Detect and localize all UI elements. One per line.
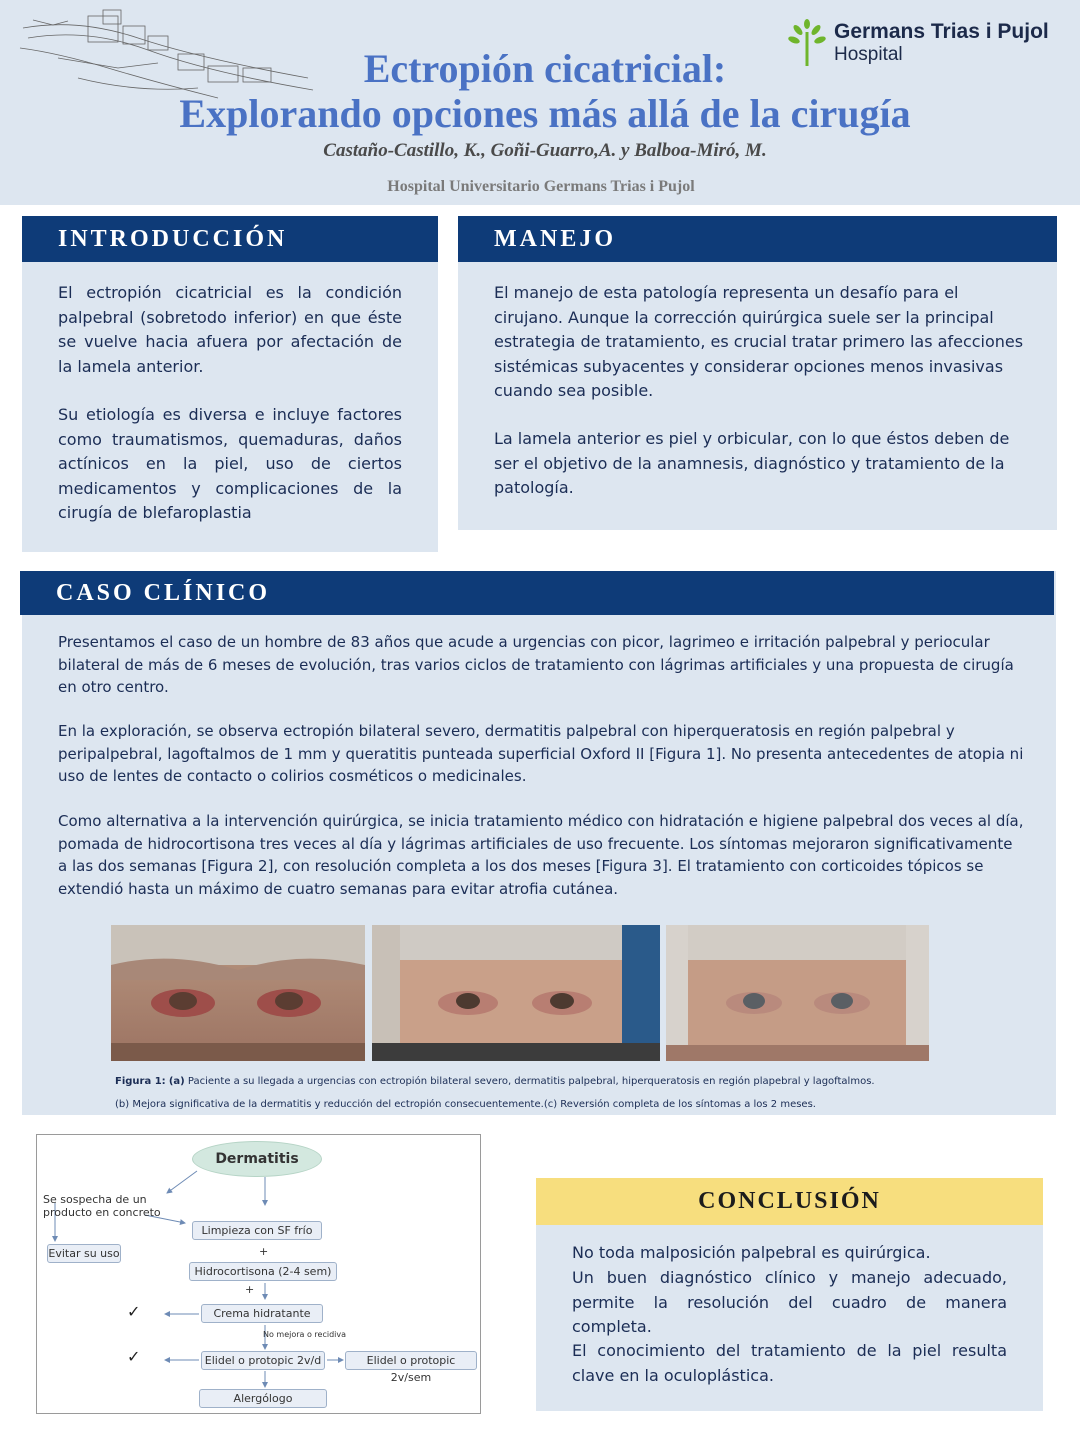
poster-header	[0, 0, 1080, 205]
conclusion-line-1: No toda malposición palpebral es quirúrgica.	[572, 1243, 931, 1262]
poster-title-line2: Explorando opciones más allá de la cirugía	[179, 91, 911, 136]
figure-caption-1	[115, 1076, 1015, 1087]
flow-check-1: ✓	[127, 1302, 141, 1321]
flow-node-moisturizer: Crema hidratante	[201, 1304, 323, 1323]
flow-plus-2: +	[245, 1283, 255, 1296]
poster-title-line1: Ectropión cicatricial:	[363, 46, 727, 91]
treatment-flowchart	[36, 1134, 481, 1414]
caso-heading: CASO CLÍNICO	[20, 571, 1054, 615]
patient-photo-a	[111, 925, 365, 1061]
caso-paragraph-2: En la exploración, se observa ectropión bilateral severo, dermatitis palpebral con hiperqueratosis en región palpebral y peripalpebral, lagoftalmos de 1 mm y queratitis punteada superficial Oxford II [Figura 1]. No presenta antecedentes de atopia ni uso de lentes de contacto o colirios cosméticos o medicinales.	[58, 722, 1024, 785]
manejo-heading: MANEJO	[458, 216, 1057, 262]
figure-label: Figura 1:	[115, 1076, 166, 1087]
intro-paragraph-1: El ectropión cicatricial es la condición palpebral (sobretodo inferior) en que éste se vuelve hacia afuera por afectación de la lamela anterior.	[58, 283, 402, 376]
conclusion-line-3: El conocimiento del tratamiento de la piel resulta clave en la oculoplástica.	[572, 1341, 1007, 1385]
flow-node-avoid: Evitar su uso	[47, 1244, 121, 1263]
flow-node-hydrocortisone: Hidrocortisona (2-4 sem)	[189, 1262, 337, 1281]
figure-caption-text: Paciente a su llegada a urgencias con ectropión bilateral severo, dermatitis palpebral, hiperqueratosis en región plapebral y lagoftalmos.	[187, 1076, 875, 1087]
intro-paragraph-2: Su etiología es diversa e incluye factores como traumatismos, quemaduras, daños actínicos en la piel, uso de ciertos medicamentos y complicaciones de la cirugía de blefaroplastia	[58, 405, 402, 522]
caso-paragraph-3: Como alternativa a la intervención quirúrgica, se inicia tratamiento médico con hidratación e higiene palpebral dos veces al día, pomada de hidrocortisona tres veces al día y lágrimas artificiales de uso frecuente. Los síntomas mejoraron significativamente a las dos semanas [Figura 2], con resolución completa a los dos meses [Figura 3]. El tratamiento con corticoides tópicos se extendió hasta un máximo de cuatro semanas para evitar atrofia cutánea.	[58, 812, 1024, 898]
flow-node-elidel-daily: Elidel o protopic 2v/d	[201, 1351, 325, 1370]
patient-photo-b	[372, 925, 660, 1061]
affiliation: Hospital Universitario Germans Trias i Pujol	[387, 178, 695, 195]
flow-plus-1: +	[259, 1245, 269, 1258]
flow-node-allergist: Alergólogo	[199, 1389, 327, 1408]
logo-subtitle: Hospital	[834, 44, 903, 65]
logo-name: Germans Trias i Pujol	[834, 20, 1049, 43]
flow-suspect-text: Se sospecha de un producto en concreto	[43, 1193, 161, 1219]
caso-paragraph-1: Presentamos el caso de un hombre de 83 años que acude a urgencias con picor, lagrimeo e irritación palpebral y periocular bilateral de más de 6 meses de evolución, tras varios ciclos de tratamiento con lágrimas artificiales y una propuesta de cirugía en otro centro.	[58, 633, 1014, 696]
intro-heading: INTRODUCCIÓN	[22, 216, 438, 262]
conclusion-line-2: Un buen diagnóstico clínico y manejo adecuado, permite la resolución del cuadro de manera completa.	[572, 1268, 1007, 1336]
manejo-paragraph-2: La lamela anterior es piel y orbicular, con lo que éstos deben de ser el objetivo de la anamnesis, diagnóstico y tratamiento de la patología.	[494, 429, 1010, 497]
flow-check-2: ✓	[127, 1347, 141, 1366]
flow-no-improve-text: No mejora o recidiva	[263, 1330, 347, 1339]
flow-node-elidel-weekly: Elidel o protopic 2v/sem	[345, 1351, 477, 1370]
manejo-paragraph-1: El manejo de esta patología representa un desafío para el cirujano. Aunque la corrección quirúrgica suele ser la principal estrategia de tratamiento, es crucial tratar primero las afecciones sistémicas subyacentes y considerar opciones menos invasivas cuando sea posible.	[494, 283, 1024, 400]
flow-node-dermatitis: Dermatitis	[192, 1141, 322, 1177]
figure-label-a: (a)	[168, 1076, 185, 1087]
patient-photo-c	[666, 925, 929, 1061]
figure-caption-2: (b) Mejora significativa de la dermatitis y reducción del ectropión consecuentemente.(c) Reversión completa de los síntomas a los 2 meses.	[115, 1099, 816, 1110]
conclusion-heading: CONCLUSIÓN	[536, 1178, 1043, 1225]
flow-node-cleaning: Limpieza con SF frío	[192, 1221, 322, 1240]
authors: Castaño-Castillo, K., Goñi-Guarro,A. y Balboa-Miró, M.	[323, 140, 767, 161]
